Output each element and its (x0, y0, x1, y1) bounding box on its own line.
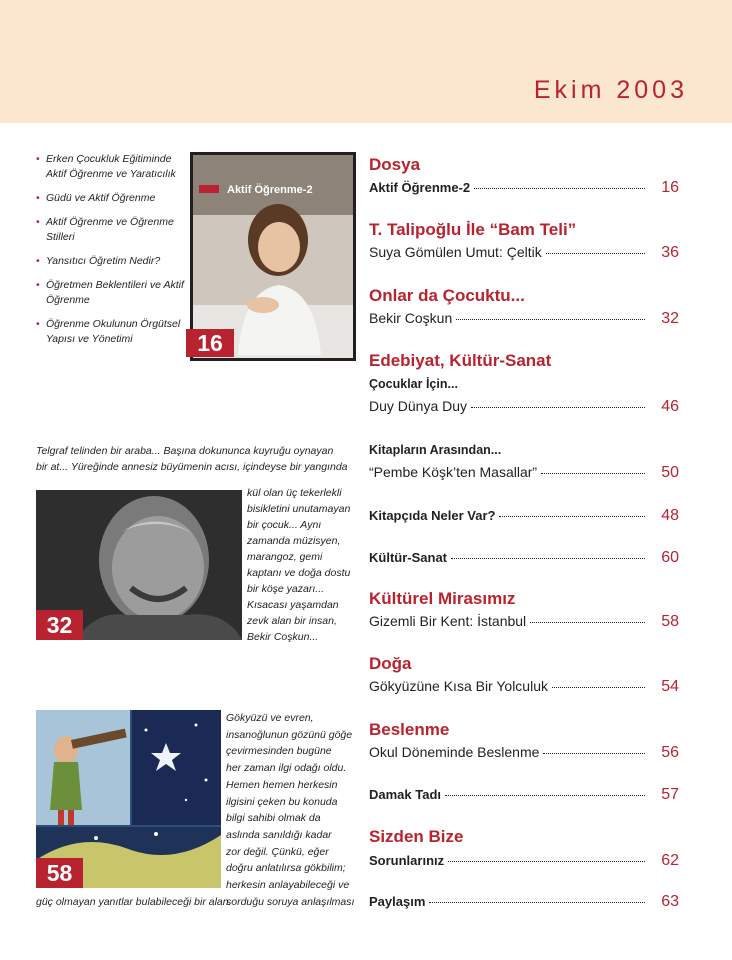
story-bekir-coskun-intro (36, 443, 356, 475)
toc-page-number: 58 (661, 613, 679, 630)
story-line: çevirmesinden bugüne (226, 745, 332, 758)
topic-item: • Erken Çocukluk Eğitiminde Aktif Öğrenme ve Yaratıcılık (36, 152, 186, 182)
story-line: herkesin anlayabileceği ve (226, 879, 350, 892)
toc-entry[interactable] (369, 507, 679, 525)
toc-page-number: 48 (661, 507, 679, 524)
section-title-onlar: Onlar da Çocuktu... (369, 286, 525, 305)
dot-leader (552, 687, 645, 688)
story-line: zevk alan bir insan, (247, 615, 337, 627)
toc-page-number: 62 (661, 852, 679, 869)
story-line: Gökyüzü ve evren, (226, 712, 314, 724)
page-badge-16: 16 (186, 329, 234, 357)
section-title-edebiyat: Edebiyat, Kültür-Sanat (369, 351, 552, 370)
story-sky-text (226, 710, 356, 910)
toc-entry[interactable] (369, 464, 679, 482)
dossier-topics-list (36, 152, 186, 356)
toc-entry[interactable] (369, 310, 679, 328)
subsection-title: Kitapların Arasından... (369, 443, 502, 457)
dot-leader (474, 188, 645, 189)
section-title-sizden: Sizden Bize (369, 827, 464, 846)
story-line: bir çocuk... Aynı (247, 519, 322, 531)
dot-leader (530, 622, 645, 623)
section-title-beslenme: Beslenme (369, 720, 450, 739)
story-sky-tail (36, 896, 232, 908)
toc-entry-title: Suya Gömülen Umut: Çeltik (369, 244, 542, 260)
toc-page-number: 54 (661, 678, 679, 695)
toc-page-number: 56 (661, 744, 679, 761)
dot-leader (543, 753, 645, 754)
story-bekir-coskun-continued (247, 485, 357, 645)
issue-date: Ekim 2003 (533, 76, 688, 104)
story-line: aslında sanıldığı kadar (226, 828, 332, 841)
dot-leader (448, 861, 645, 862)
dot-leader (456, 319, 645, 320)
page-badge-58: 58 (36, 858, 83, 888)
toc-entry[interactable] (369, 893, 679, 911)
story-line: ilgisini çeken bu konuda (226, 795, 338, 808)
story-line: bilgi sahibi olmak da (226, 812, 321, 825)
topic-item: • Öğretmen Beklentileri ve Aktif Öğrenme (36, 278, 186, 308)
section-title-dosya: Dosya (369, 155, 421, 174)
toc-page-number: 63 (661, 893, 679, 910)
toc-entry[interactable] (369, 398, 679, 416)
story-line: Bekir Coşkun... (247, 631, 319, 643)
toc-entry[interactable] (369, 852, 679, 870)
story-line: Kısacası yaşamdan (247, 599, 339, 611)
toc-entry[interactable] (369, 179, 679, 197)
story-line: kül olan üç tekerlekli (247, 487, 342, 499)
toc-page-number: 60 (661, 549, 679, 566)
story-line: bir at... Yüreğinde annesiz büyümenin acısı, içindeyse bir yangında (36, 461, 348, 473)
topic-item: • Güdü ve Aktif Öğrenme (36, 191, 186, 206)
topic-item: • Aktif Öğrenme ve Öğrenme Stilleri (36, 215, 186, 245)
toc-entry-title: Okul Döneminde Beslenme (369, 744, 540, 760)
topic-item: • Yansıtıcı Öğretim Nedir? (36, 254, 186, 269)
toc-entry-title: Kitapçıda Neler Var? (369, 508, 496, 523)
toc-entry[interactable] (369, 744, 679, 762)
toc-page-number: 36 (661, 244, 679, 261)
toc-page-number: 16 (661, 179, 679, 196)
toc-entry-title: Paylaşım (369, 894, 426, 909)
toc-page-number: 50 (661, 464, 679, 481)
toc-entry-title: Duy Dünya Duy (369, 398, 468, 414)
dot-leader (445, 795, 645, 796)
topic-item: • Öğrenme Okulunun Örgütsel Yapısı ve Yönetimi (36, 317, 186, 347)
section-title-talipoglu: T. Talipoğlu İle “Bam Teli” (369, 220, 577, 239)
page-badge-32: 32 (36, 610, 83, 640)
story-line: her zaman ilgi odağı oldu. (226, 762, 347, 775)
dot-leader (541, 473, 645, 474)
story-line: zamanda müzisyen, (247, 535, 341, 547)
section-title-miras: Kültürel Mirasımız (369, 589, 516, 608)
story-line: kaptanı ve doğa dostu (247, 567, 351, 579)
story-line: doğru anlatılırsa gökbilim; (226, 862, 346, 875)
story-line: bisikletini unutamayan (247, 503, 351, 515)
toc-entry-title: Aktif Öğrenme-2 (369, 180, 471, 195)
story-line: Hemen hemen herkesin (226, 778, 338, 791)
story-line: sorduğu soruya anlaşılması (226, 895, 355, 908)
story-line: insanoğlunun gözünü göğe (226, 728, 353, 741)
toc-entry-title: Damak Tadı (369, 787, 442, 802)
toc-entry[interactable] (369, 678, 679, 696)
dot-leader (471, 407, 645, 408)
section-title-doga: Doğa (369, 654, 412, 673)
story-line: marangoz, gemi (247, 551, 323, 563)
story-line: zor değil. Çünkü, eğer (226, 845, 329, 858)
toc-entry-title: Gizemli Bir Kent: İstanbul (369, 613, 527, 629)
toc-entry-title: Kültür-Sanat (369, 550, 447, 565)
toc-page-number: 32 (661, 310, 679, 327)
toc-page-number: 57 (661, 786, 679, 803)
dot-leader (451, 558, 645, 559)
header-band (0, 0, 732, 123)
toc-page-number: 46 (661, 398, 679, 415)
toc-entry-title: Sorunlarınız (369, 853, 445, 868)
dot-leader (499, 516, 645, 517)
subsection-title: Çocuklar İçin... (369, 377, 458, 391)
toc-entry-title: “Pembe Köşk’ten Masallar” (369, 464, 538, 480)
toc-entry[interactable] (369, 244, 679, 262)
toc-entry[interactable] (369, 613, 679, 631)
toc-entry-title: Gökyüzüne Kısa Bir Yolculuk (369, 678, 548, 694)
dot-leader (546, 253, 645, 254)
story-line: Telgraf telinden bir araba... Başına dokununca kuyruğu oynayan (36, 445, 334, 457)
dot-leader (429, 902, 645, 903)
toc-entry[interactable] (369, 786, 679, 804)
story-line: bir köşe yazarı... (247, 583, 325, 595)
toc-entry[interactable] (369, 549, 679, 567)
story-line: güç olmayan yanıtlar bulabileceği bir alan. (36, 896, 232, 908)
cover-title: Aktif Öğrenme-2 (227, 184, 313, 196)
toc-entry-title: Bekir Coşkun (369, 310, 453, 326)
